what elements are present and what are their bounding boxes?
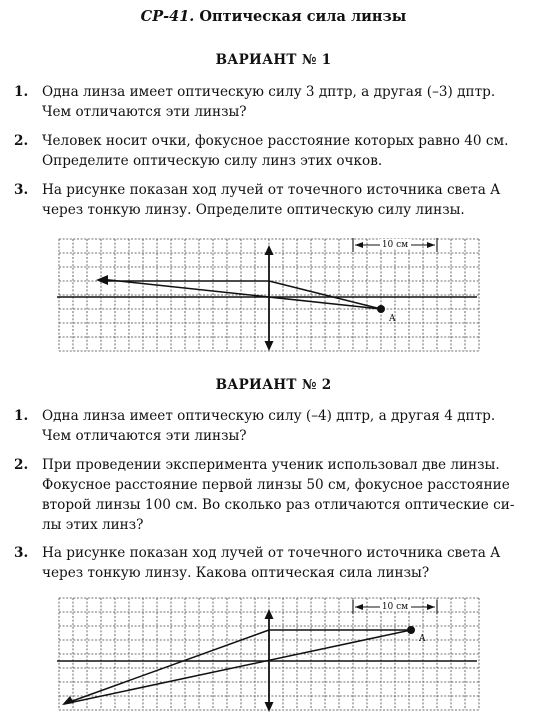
- task-number: 1.: [14, 408, 29, 424]
- task-line: На рисунке показан ход лучей от точечного источника света A: [42, 182, 501, 198]
- task-line: Человек носит очки, фокусное расстояние которых равно 40 см.: [42, 133, 509, 149]
- task-line: При проведении эксперимента ученик использовал две линзы.: [42, 457, 500, 473]
- worksheet-title: Оптическая сила линзы: [199, 8, 407, 25]
- task-text: [42, 180, 532, 220]
- task-text: [42, 406, 532, 446]
- task-line: Определите оптическую силу линз этих очков.: [42, 153, 383, 169]
- task-text: [42, 131, 532, 171]
- task-line: Чем отличаются эти линзы?: [42, 428, 247, 444]
- task-number: 3.: [14, 182, 29, 198]
- task-number: 2.: [14, 133, 29, 149]
- task-line: через тонкую линзу. Определите оптическую силу линзы.: [42, 202, 465, 218]
- v2-ray-diagram: [0, 590, 547, 721]
- v2-scale-label: 10 см: [381, 602, 409, 612]
- task-line: На рисунке показан ход лучей от точечного источника света A: [42, 545, 501, 561]
- task-text: [42, 455, 532, 535]
- v1-scale-label: 10 см: [381, 240, 409, 250]
- v1-ray-arrowhead: [96, 275, 108, 285]
- v2-ray-arrowhead: [62, 696, 74, 705]
- variant-1-heading: ВАРИАНТ № 1: [215, 52, 332, 68]
- v1-scale-bar: [353, 238, 437, 252]
- worksheet-code: СР-41.: [140, 8, 195, 25]
- v1-point-label: A: [389, 314, 396, 324]
- v2-source-point: [407, 626, 415, 634]
- task-line: лы этих линз?: [42, 517, 144, 533]
- task-line: через тонкую линзу. Какова оптическая сила линзы?: [42, 565, 430, 581]
- v1-ray-diagram: [0, 226, 547, 356]
- page-title: [0, 8, 547, 25]
- task-line: Одна линза имеет оптическую силу (–4) дптр, а другая 4 дптр.: [42, 408, 496, 424]
- task-text: [42, 543, 532, 583]
- task-number: 2.: [14, 457, 29, 473]
- task-number: 1.: [14, 84, 29, 100]
- task-line: Чем отличаются эти линзы?: [42, 104, 247, 120]
- task-line: Фокусное расстояние первой линзы 50 см, фокусное расстояние: [42, 477, 510, 493]
- task-number: 3.: [14, 545, 29, 561]
- task-line: Одна линза имеет оптическую силу 3 дптр, а другая (–3) дптр.: [42, 84, 496, 100]
- v2-point-label: A: [419, 634, 426, 644]
- task-text: [42, 82, 532, 122]
- variant-2-heading: ВАРИАНТ № 2: [215, 377, 332, 393]
- v1-source-point: [377, 305, 385, 313]
- task-line: второй линзы 100 см. Во сколько раз отличаются оптические си-: [42, 497, 515, 513]
